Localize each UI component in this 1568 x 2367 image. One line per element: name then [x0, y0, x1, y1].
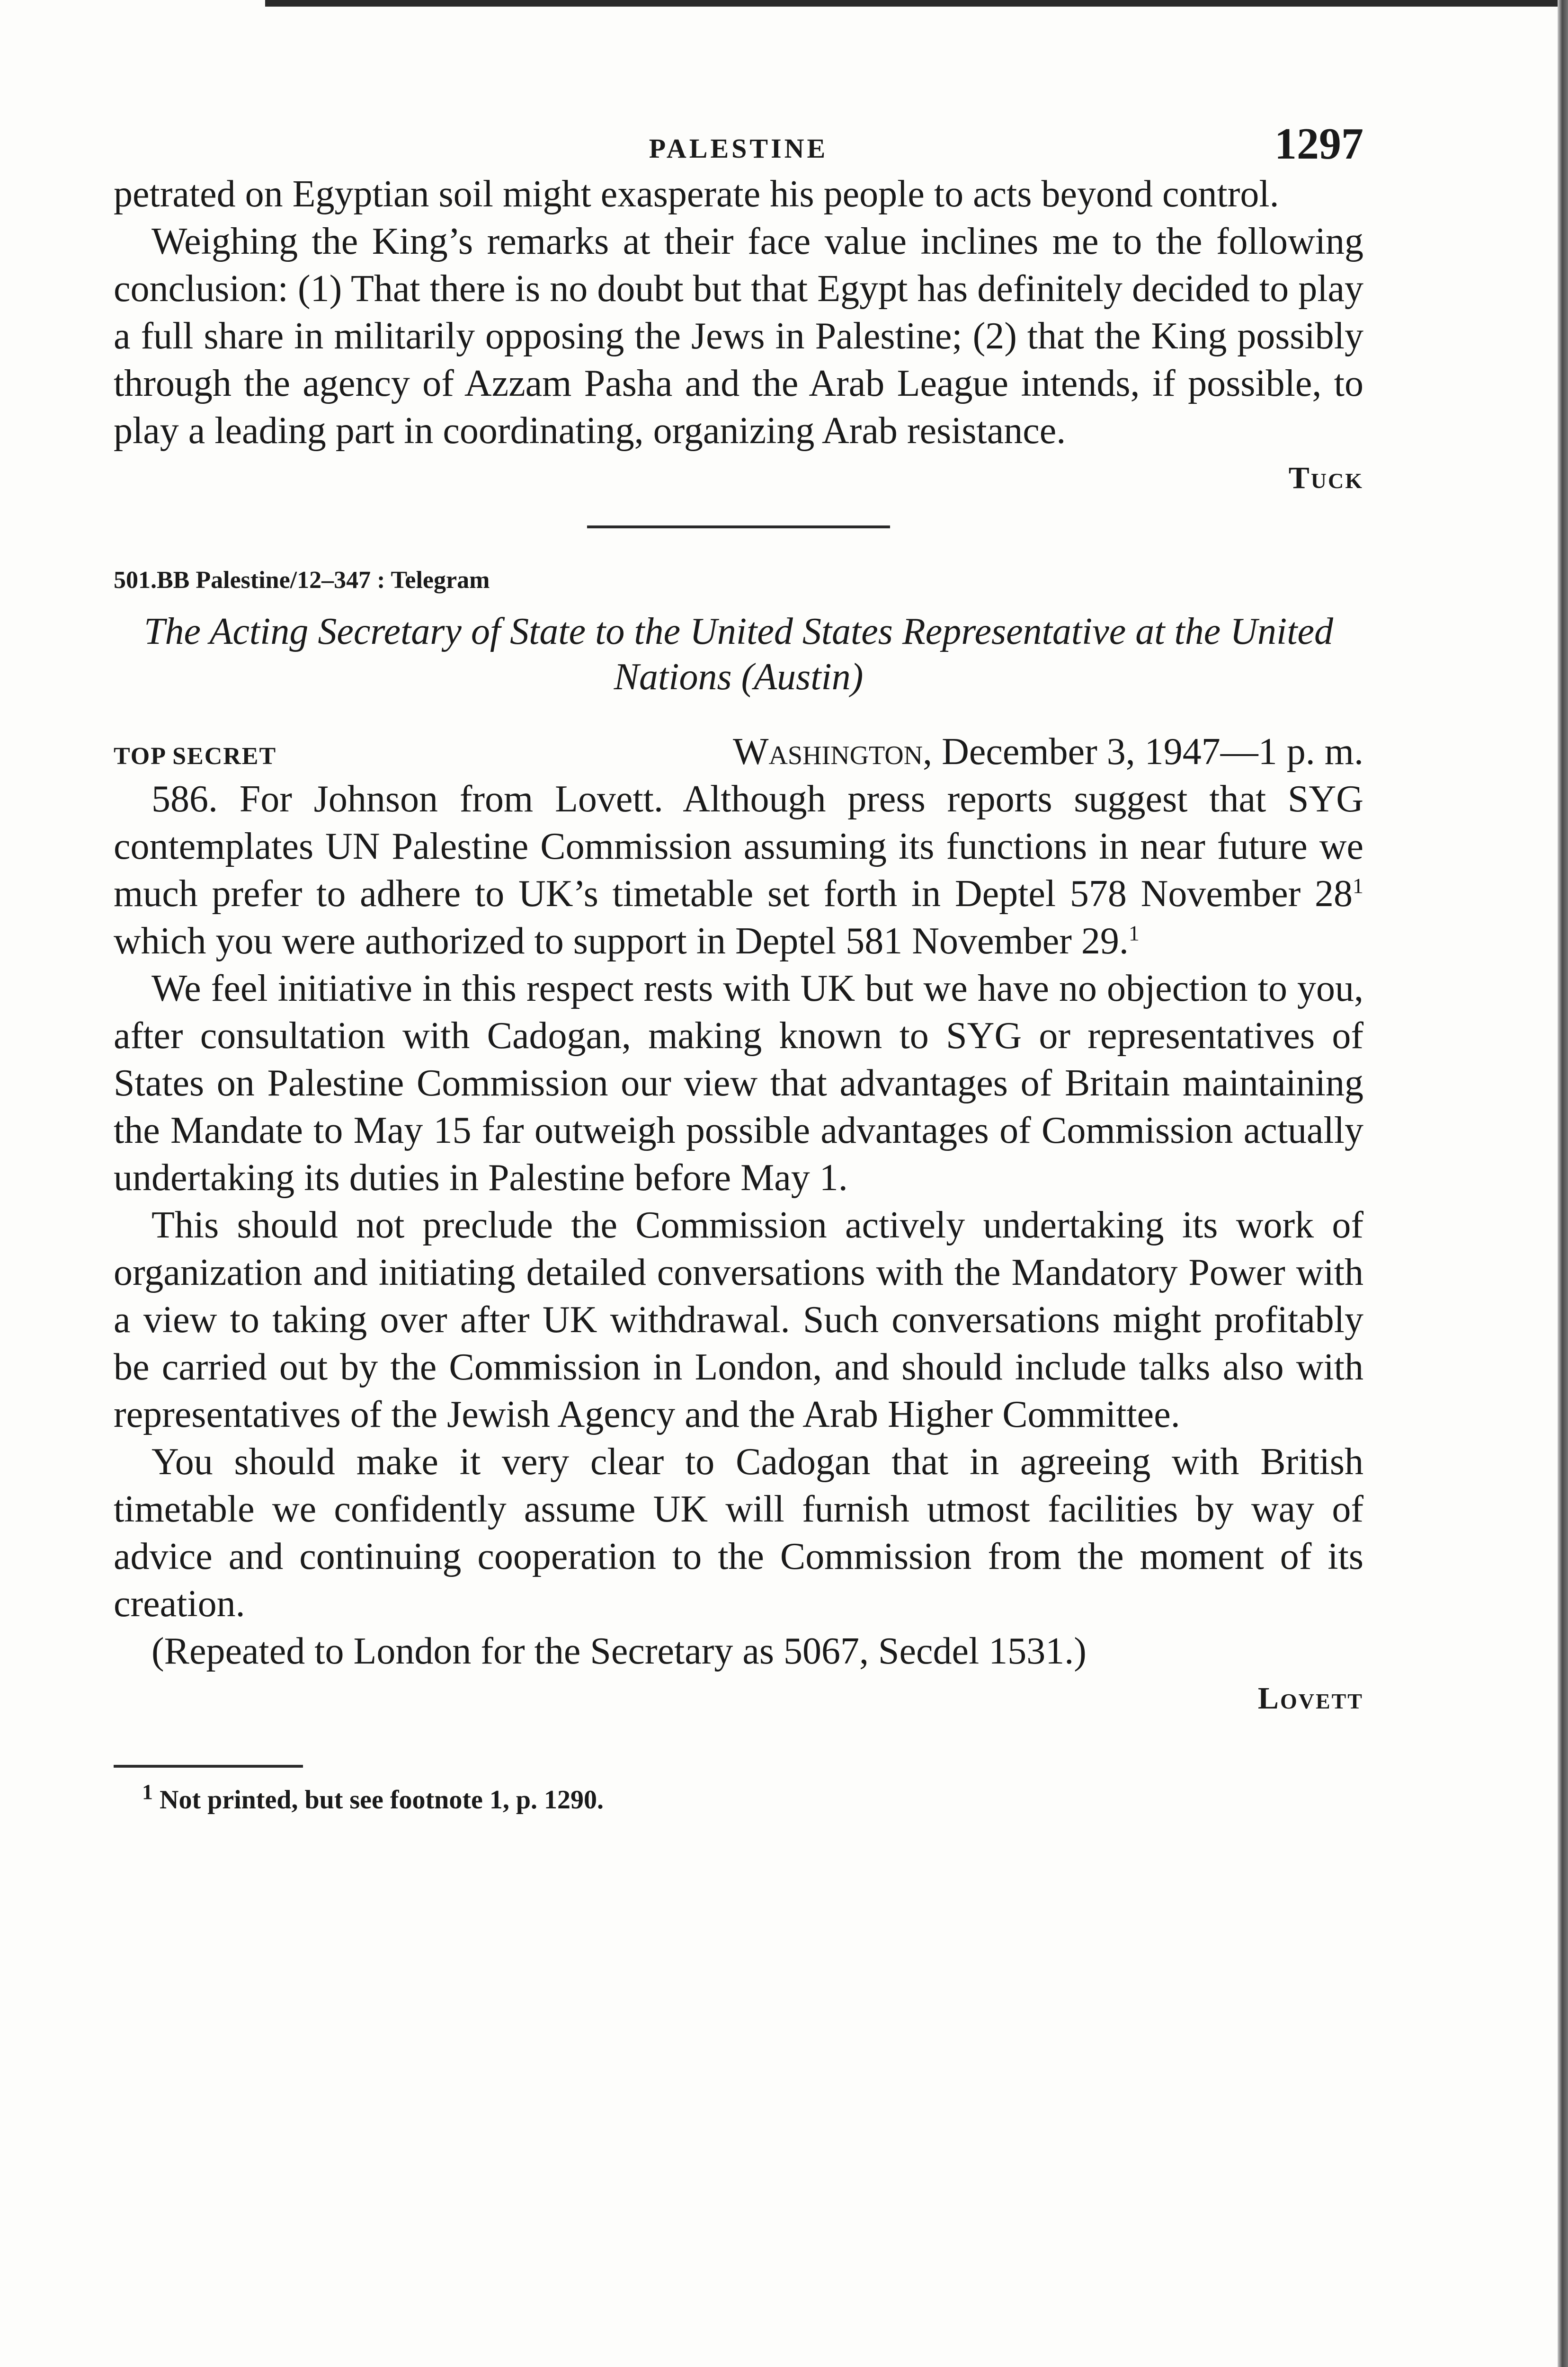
- page-content: [114, 114, 1363, 1818]
- document-separator: [587, 525, 890, 528]
- continued-paragraph: petrated on Egyptian soil might exasperate his people to acts beyond control.: [114, 173, 1279, 215]
- footnote-text: Not printed, but see footnote 1, p. 1290.: [160, 1785, 604, 1815]
- dateline-place: Washington,: [732, 731, 933, 773]
- running-head: [114, 114, 1363, 170]
- telegram-text-part-1: 586. For Johnson from Lovett. Although press reports suggest that SYG contemplates UN Palestine Commission assuming its functions in near future we much prefer to adhere to UK’s timetable set forth in Deptel 578 November 28: [114, 778, 1363, 915]
- footnote-rule: [114, 1765, 303, 1768]
- file-reference: 501.BB Palestine/12–347 : Telegram: [114, 567, 490, 594]
- footnote-ref-2: 1: [1128, 921, 1140, 945]
- running-title: PALESTINE: [649, 133, 829, 164]
- footnote: [114, 1782, 1363, 1818]
- classification-label: TOP SECRET: [114, 743, 277, 770]
- document-heading: The Acting Secretary of State to the United States Representative at the United Nations (Austin): [144, 611, 1333, 698]
- telegram-paragraph-2: We feel initiative in this respect rests with UK but we have no objection to you, after consultation with Cadogan, making known to SYG or representatives of States on Palestine Commission our view that advantages of Britain maintaining the Mandate to May 15 far outweigh possible advantages of Commission actually undertaking its duties in Palestine before May 1.: [114, 968, 1363, 1199]
- telegram-paragraph-3: This should not preclude the Commission actively undertaking its work of organization and initiating detailed conversations with the Mandatory Power with a view to taking over after UK withdrawal. Such conversations might profitably be carried out by the Commission in London, and should include talks also with representatives of the Jewish Agency and the Arab Higher Committee.: [114, 1204, 1363, 1435]
- footnote-marker: 1: [142, 1780, 153, 1804]
- page-number: 1297: [1274, 119, 1363, 169]
- signature-lovett: Lovett: [1257, 1681, 1363, 1716]
- signature-tuck: Tuck: [1288, 461, 1363, 495]
- conclusion-paragraph: Weighing the King’s remarks at their face value inclines me to the following conclusion: (1) That there is no doubt but that Egypt has definitely decided to play a full share in militarily opposing the Jews in Palestine; (2) that the King possibly through the agency of Azzam Pasha and the Arab League intends, if possible, to play a leading part in coordinating, organizing Arab resistance.: [114, 221, 1363, 452]
- telegram-paragraph-4: You should make it very clear to Cadogan that in agreeing with British timetable we confidently assume UK will furnish utmost facilities by way of advice and continuing cooperation to the Commission from the moment of its creation.: [114, 1441, 1363, 1625]
- telegram-paragraph-1: [114, 775, 1363, 965]
- top-edge-rule: [265, 0, 1568, 7]
- repeated-note: (Repeated to London for the Secretary as 5067, Secdel 1531.): [151, 1630, 1087, 1672]
- footnote-ref-1: 1: [1353, 873, 1363, 898]
- dateline-date: December 3, 1947—1 p. m.: [942, 731, 1363, 773]
- page-binding-edge: [1558, 0, 1568, 2367]
- telegram-text-part-2: which you were authorized to support in Deptel 581 November 29.: [114, 920, 1129, 962]
- dateline: [733, 728, 1363, 775]
- dateline-row: [114, 728, 1363, 775]
